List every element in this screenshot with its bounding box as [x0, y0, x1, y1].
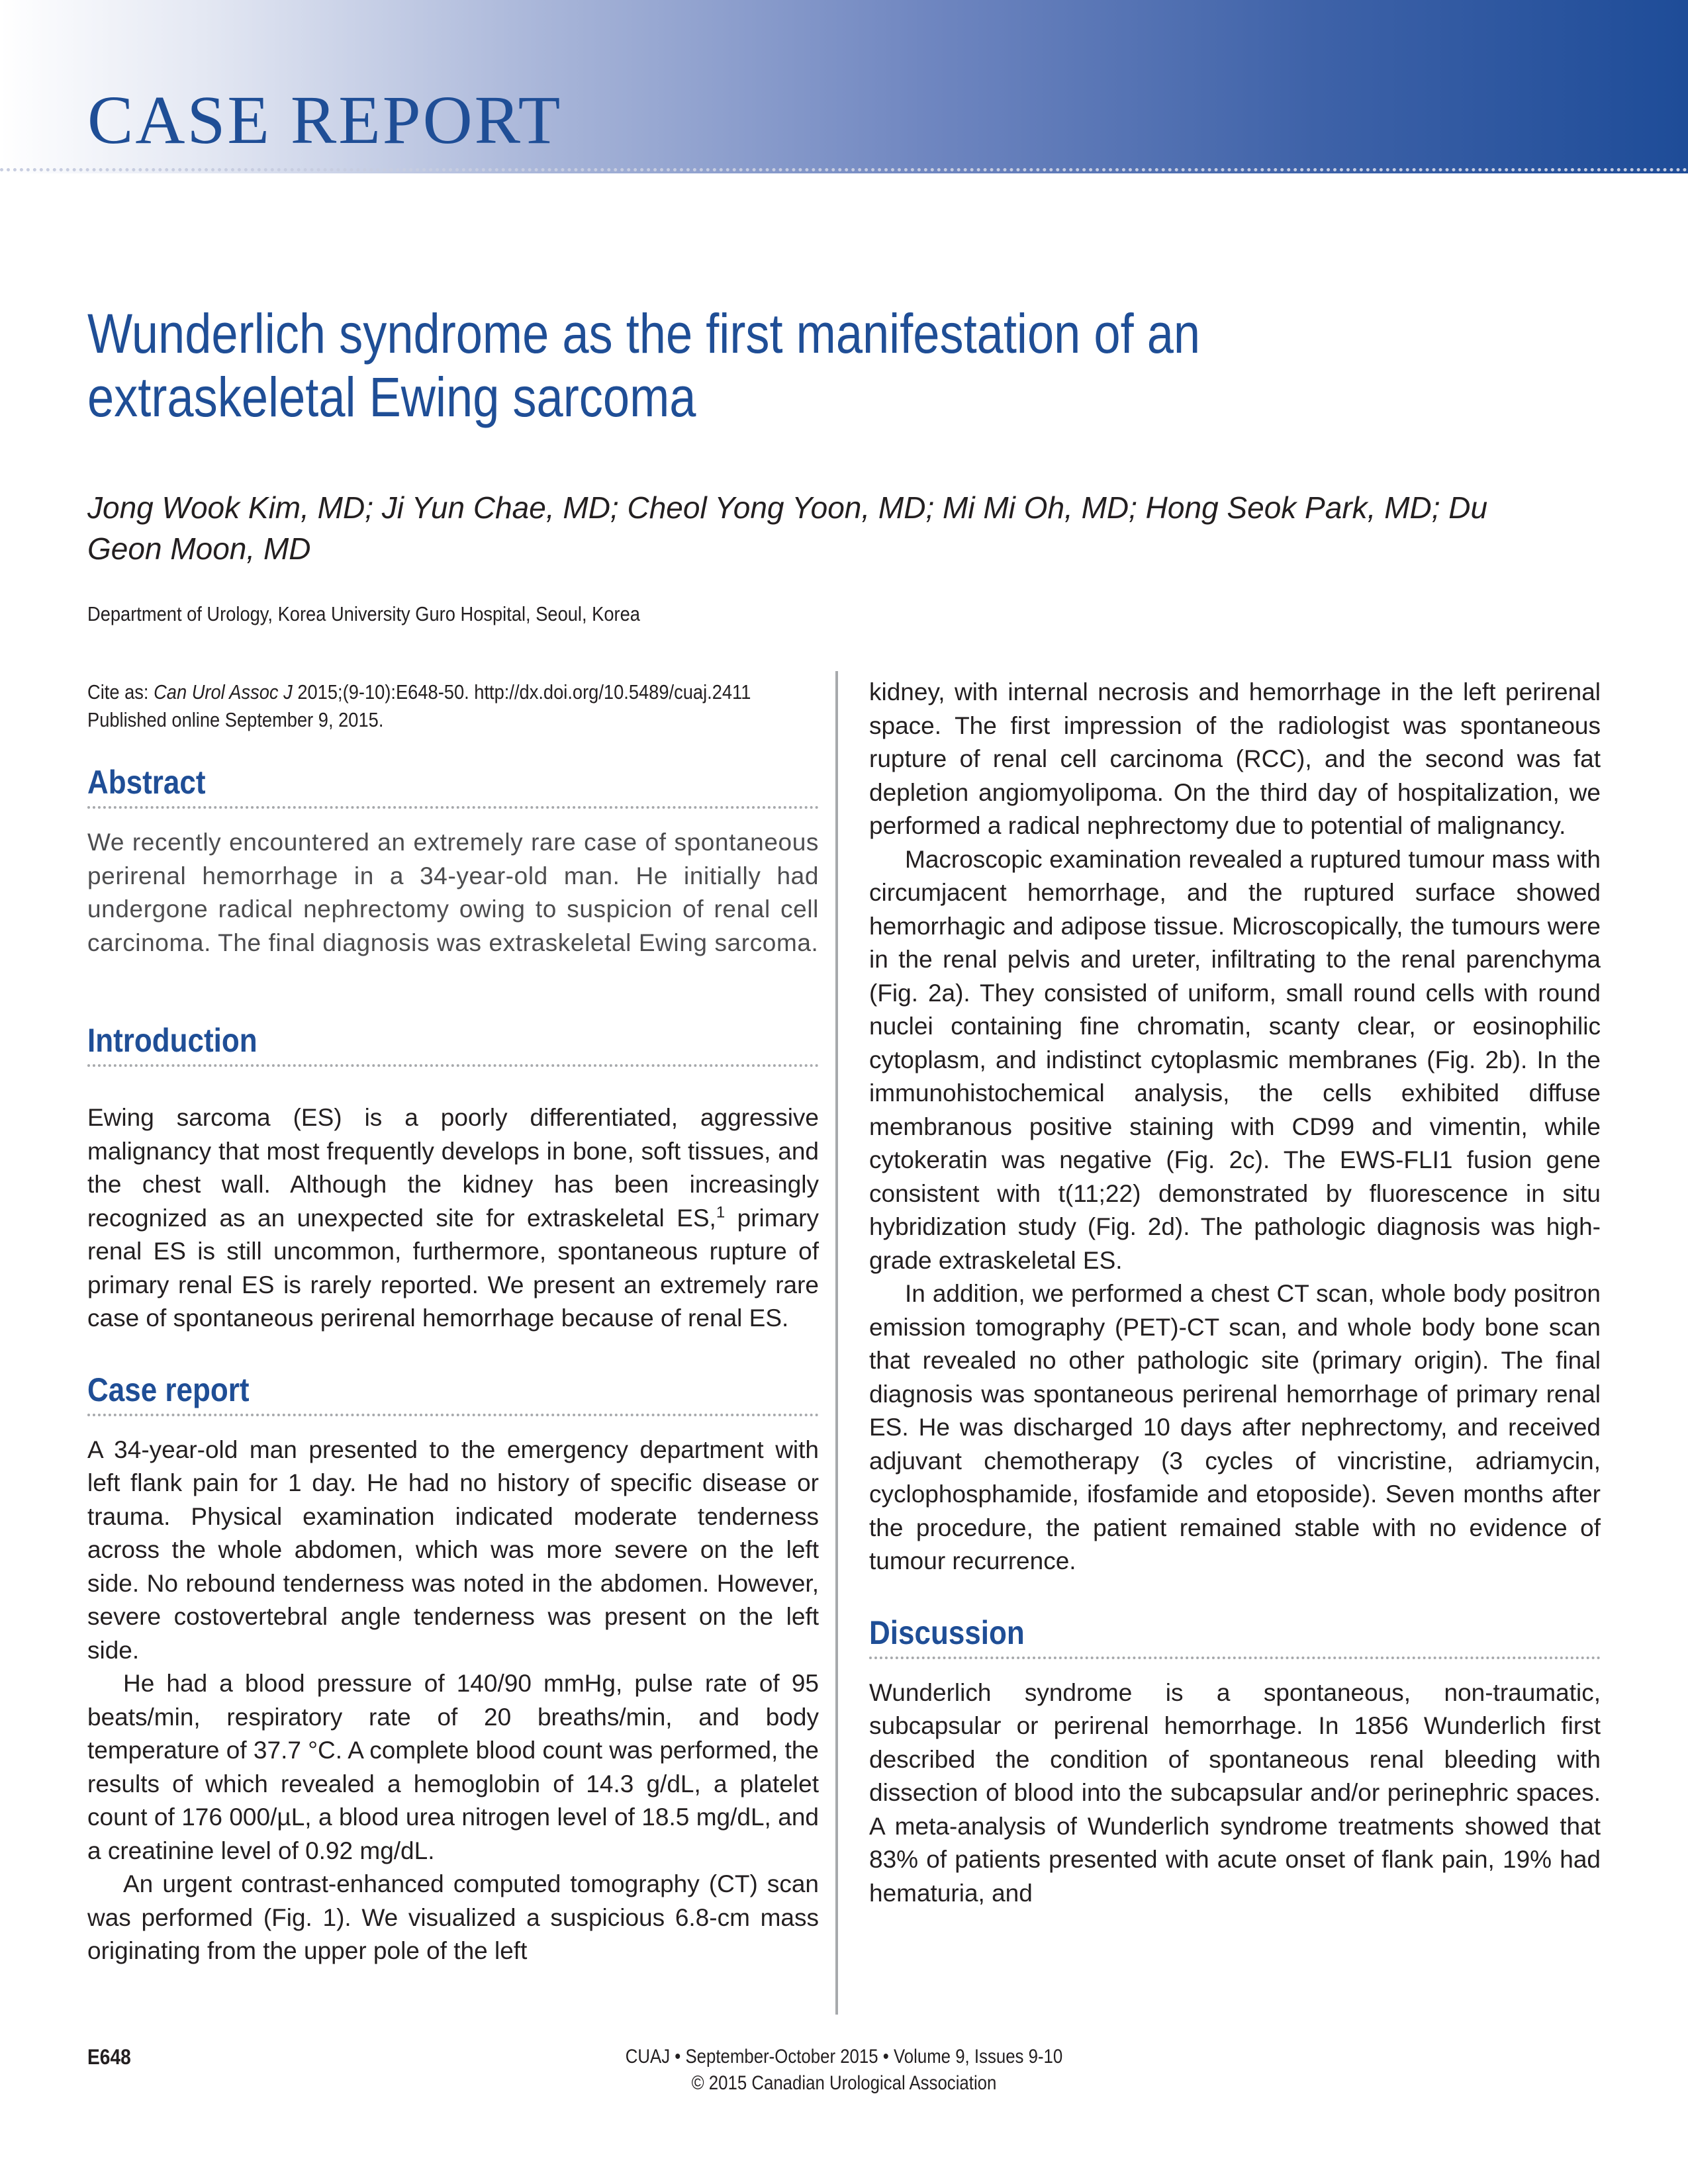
abstract-heading: [87, 762, 819, 809]
discussion-heading-text: Discussion: [869, 1614, 1025, 1651]
affiliation: Department of Urology, Korea University Guro Hospital, Seoul, Korea: [87, 602, 640, 625]
case-paragraph-4: Macroscopic examination revealed a ruptured tumour mass with circumjacent hemorrhage, and the ruptured surface showed hemorrhagic and adipose tissue. Microscopically, the tumours were in the renal pelvis and ureter, infiltrating to the renal parenchyma (Fig. 2a). They consisted of uniform, small round cells with round nuclei containing fine chromatin, scanty clear, or eosinophilic cytoplasm, and indistinct cytoplasmic membranes (Fig. 2b). In the immunohistochemical analysis, the cells exhibited diffuse membranous positive staining with CD99 and vimentin, while cytokeratin was negative (Fig. 2c). The EWS-FLI1 fusion gene consistent with t(11;22) demonstrated by fluorescence in situ hybridization study (Fig. 2d). The pathologic diagnosis was high-grade extraskeletal ES.: [869, 845, 1601, 1274]
discussion-text: Wunderlich syndrome is a spontaneous, non-traumatic, subcapsular or perirenal hemorrhage. In 1856 Wunderlich first described the condition of spontaneous renal bleeding with dissection of blood into the subcapsular and/or perinephric spaces. A meta-analysis of Wunderlich syndrome treatments showed that 83% of patients presented with acute onset of flank pain, 19% had hematuria, and: [869, 1678, 1601, 1907]
cite-details: 2015;(9-10):E648-50. http://dx.doi.org/10.5489/cuaj.2411: [292, 680, 751, 704]
reference-marker: 1: [716, 1203, 726, 1222]
published-date: Published online September 9, 2015.: [87, 708, 384, 731]
citation-line: [87, 678, 845, 706]
article-title: Wunderlich syndrome as the first manifestation of an extraskeletal Ewing sarcoma: [87, 302, 1201, 428]
cite-journal: Can Urol Assoc J: [154, 680, 293, 704]
left-column: [87, 762, 819, 1968]
page-number: E648: [87, 2045, 131, 2069]
cite-prefix: Cite as:: [87, 680, 154, 704]
case-report-heading-text: Case report: [87, 1371, 250, 1408]
journal-line: CUAJ • September-October 2015 • Volume 9, Issues 9-10: [625, 2046, 1063, 2068]
abstract-heading-text: Abstract: [87, 764, 206, 801]
abstract-text: We recently encountered an extremely rare case of spontaneous perirenal hemorrhage in a 34-year-old man. He initially had undergone radical nephrectomy owing to suspicion of renal cell carcinoma. The final diagnosis was extraskeletal Ewing sarcoma.: [87, 829, 819, 956]
header-divider: [0, 168, 1688, 171]
introduction-text-b: primary renal ES is still uncommon, furthermore, spontaneous rupture of primary renal ES is rarely reported. We present an extremely rare case of spontaneous perirenal hemorrhage because of renal ES.: [87, 1204, 819, 1332]
case-paragraph-3: An urgent contrast-enhanced computed tomography (CT) scan was performed (Fig. 1). We visualized a suspicious 6.8-cm mass originating from the upper pole of the left: [87, 1870, 819, 1964]
case-paragraph-5: In addition, we performed a chest CT scan, whole body positron emission tomography (PET)-CT scan, and whole body bone scan that revealed no other pathologic site (primary origin). The final diagnosis was spontaneous perirenal hemorrhage of primary renal ES. He was discharged 10 days after nephrectomy, and received adjuvant chemotherapy (3 cycles of vincristine, adriamycin, cyclophosphamide, ifosfamide and etoposide). Seven months after the procedure, the patient remained stable with no evidence of tumour recurrence.: [869, 1280, 1601, 1574]
discussion-heading: [869, 1613, 1601, 1659]
section-label: CASE REPORT: [87, 82, 563, 158]
case-paragraph-2: He had a blood pressure of 140/90 mmHg, pulse rate of 95 beats/min, respiratory rate of 20 breaths/min, and body temperature of 37.7 °C. A complete blood count was performed, the results of which revealed a hemoglobin of 14.3 g/dL, a platelet count of 176 000/µL, a blood urea nitrogen level of 18.5 mg/dL, and a creatinine level of 0.92 mg/dL.: [87, 1670, 819, 1864]
author-list: Jong Wook Kim, MD; Ji Yun Chae, MD; Cheol Yong Yoon, MD; Mi Mi Oh, MD; Hong Seok Park, MD; Du Geon Moon, MD: [87, 490, 1488, 566]
case-paragraph-3-continued: kidney, with internal necrosis and hemorrhage in the left perirenal space. The first impression of the radiologist was spontaneous rupture of renal cell carcinoma (RCC), and the second was fat depletion angiomyolipoma. On the third day of hospitalization, we performed a radical nephrectomy due to potential of malignancy.: [869, 678, 1601, 839]
citation-block: [87, 678, 845, 734]
introduction-heading: [87, 1021, 819, 1067]
introduction-text-a: Ewing sarcoma (ES) is a poorly differentiated, aggressive malignancy that most frequently develops in bone, soft tissues, and the chest wall. Although the kidney has been increasingly recognized as an unexpected site for extraskeletal ES,: [87, 1104, 819, 1232]
column-divider: [835, 671, 838, 2015]
case-report-heading: [87, 1370, 819, 1416]
introduction-text: [87, 1101, 819, 1336]
copyright-line: © 2015 Canadian Urological Association: [691, 2072, 997, 2094]
case-paragraph-1: A 34-year-old man presented to the emergency department with left flank pain for 1 day. He had no history of specific disease or trauma. Physical examination indicated moderate tenderness across the whole abdomen, which was more severe on the left side. No rebound tenderness was noted in the abdomen. However, severe costovertebral angle tenderness was present on the left side.: [87, 1435, 819, 1664]
right-column: [869, 676, 1601, 1910]
footer-info: [447, 2044, 1241, 2097]
introduction-heading-text: Introduction: [87, 1022, 258, 1059]
